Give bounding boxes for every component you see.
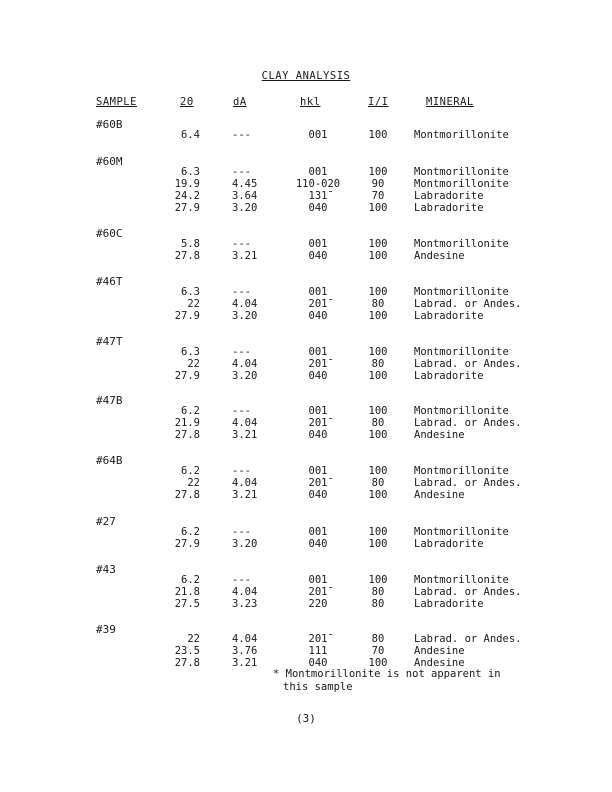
d-a-cell: 3.21 bbox=[232, 429, 258, 441]
header-mineral: MINERAL bbox=[426, 96, 474, 108]
mineral-cell: Andesine bbox=[414, 429, 465, 441]
d-a-cell: 4.04 bbox=[232, 633, 258, 645]
mineral-cell: Andesine bbox=[414, 657, 465, 669]
two-theta-cell: 22 bbox=[187, 477, 200, 489]
intensity-cell: 100 bbox=[368, 346, 388, 358]
two-theta-cell: 6.2 bbox=[181, 465, 200, 477]
intensity-cell: 100 bbox=[368, 129, 388, 141]
two-theta-cell: 27.8 bbox=[174, 250, 200, 262]
mineral-cell: Labradorite bbox=[414, 202, 484, 214]
d-a-cell: 3.23 bbox=[232, 598, 258, 610]
hkl-cell: 131̄ bbox=[308, 190, 328, 202]
table-row bbox=[0, 477, 612, 489]
hkl-cell: 220 bbox=[308, 598, 328, 610]
table-row bbox=[0, 250, 612, 262]
table-row bbox=[0, 166, 612, 178]
mineral-cell: Montmorillonite bbox=[414, 178, 509, 190]
hkl-cell: 110-020 bbox=[295, 178, 341, 190]
intensity-cell: 100 bbox=[368, 657, 388, 669]
table-row bbox=[0, 129, 612, 141]
mineral-cell: Andesine bbox=[414, 250, 465, 262]
table-row bbox=[0, 178, 612, 190]
two-theta-cell: 23.5 bbox=[174, 645, 200, 657]
d-a-cell: 3.21 bbox=[232, 250, 258, 262]
d-a-cell: --- bbox=[232, 166, 251, 178]
two-theta-cell: 19.9 bbox=[174, 178, 200, 190]
sample-label: #27 bbox=[96, 515, 116, 528]
table-row bbox=[0, 370, 612, 382]
hkl-cell: 040 bbox=[308, 370, 328, 382]
mineral-cell: Labrad. or Andes. bbox=[414, 633, 522, 645]
sample-label: #47B bbox=[96, 394, 123, 407]
d-a-cell: --- bbox=[232, 129, 251, 141]
d-a-cell: 3.20 bbox=[232, 310, 258, 322]
mineral-cell: Montmorillonite bbox=[414, 526, 509, 538]
table-row bbox=[0, 202, 612, 214]
two-theta-cell: 21.9 bbox=[174, 417, 200, 429]
hkl-cell: 001 bbox=[308, 574, 328, 586]
intensity-cell: 100 bbox=[368, 405, 388, 417]
hkl-cell: 040 bbox=[308, 429, 328, 441]
two-theta-cell: 6.2 bbox=[181, 574, 200, 586]
d-a-cell: 3.20 bbox=[232, 202, 258, 214]
table-row bbox=[0, 465, 612, 477]
table-row bbox=[0, 633, 612, 645]
intensity-cell: 80 bbox=[371, 298, 385, 310]
table-row bbox=[0, 645, 612, 657]
d-a-cell: 3.76 bbox=[232, 645, 258, 657]
mineral-cell: Montmorillonite bbox=[414, 238, 509, 250]
table-row bbox=[0, 429, 612, 441]
intensity-cell: 100 bbox=[368, 429, 388, 441]
mineral-cell: Labrad. or Andes. bbox=[414, 358, 522, 370]
mineral-cell: Labradorite bbox=[414, 310, 484, 322]
mineral-cell: Labradorite bbox=[414, 538, 484, 550]
header-two-theta: 2Θ bbox=[180, 96, 194, 108]
mineral-cell: Labradorite bbox=[414, 190, 484, 202]
mineral-cell: Montmorillonite bbox=[414, 346, 509, 358]
d-a-cell: --- bbox=[232, 238, 251, 250]
intensity-cell: 80 bbox=[371, 633, 385, 645]
d-a-cell: 3.20 bbox=[232, 370, 258, 382]
d-a-cell: --- bbox=[232, 465, 251, 477]
d-a-cell: 4.04 bbox=[232, 417, 258, 429]
intensity-cell: 100 bbox=[368, 238, 388, 250]
intensity-cell: 100 bbox=[368, 489, 388, 501]
mineral-cell: Labradorite bbox=[414, 370, 484, 382]
footnote bbox=[273, 668, 501, 694]
sample-label: #64B bbox=[96, 454, 123, 467]
hkl-cell: 111 bbox=[308, 645, 328, 657]
two-theta-cell: 27.9 bbox=[174, 202, 200, 214]
d-a-cell: 3.21 bbox=[232, 657, 258, 669]
mineral-cell: Labrad. or Andes. bbox=[414, 298, 522, 310]
two-theta-cell: 6.2 bbox=[181, 526, 200, 538]
table-row bbox=[0, 489, 612, 501]
intensity-cell: 100 bbox=[368, 370, 388, 382]
hkl-cell: 201̄ bbox=[308, 358, 328, 370]
two-theta-cell: 6.2 bbox=[181, 405, 200, 417]
sample-label: #60M bbox=[96, 155, 123, 168]
sample-label: #60C bbox=[96, 227, 123, 240]
header-sample: SAMPLE bbox=[96, 96, 137, 108]
intensity-cell: 80 bbox=[371, 586, 385, 598]
intensity-cell: 100 bbox=[368, 465, 388, 477]
two-theta-cell: 27.9 bbox=[174, 310, 200, 322]
two-theta-cell: 6.4 bbox=[181, 129, 200, 141]
d-a-cell: 4.45 bbox=[232, 178, 258, 190]
intensity-cell: 80 bbox=[371, 417, 385, 429]
table-row bbox=[0, 238, 612, 250]
two-theta-cell: 27.8 bbox=[174, 657, 200, 669]
d-a-cell: --- bbox=[232, 346, 251, 358]
hkl-cell: 001 bbox=[308, 526, 328, 538]
two-theta-cell: 27.5 bbox=[174, 598, 200, 610]
mineral-cell: Andesine bbox=[414, 489, 465, 501]
d-a-cell: 3.64 bbox=[232, 190, 258, 202]
d-a-cell: --- bbox=[232, 405, 251, 417]
intensity-cell: 80 bbox=[371, 358, 385, 370]
two-theta-cell: 24.2 bbox=[174, 190, 200, 202]
two-theta-cell: 5.8 bbox=[181, 238, 200, 250]
two-theta-cell: 22 bbox=[187, 358, 200, 370]
d-a-cell: --- bbox=[232, 574, 251, 586]
intensity-cell: 100 bbox=[368, 250, 388, 262]
hkl-cell: 201̄ bbox=[308, 477, 328, 489]
sample-label: #47T bbox=[96, 335, 123, 348]
intensity-cell: 100 bbox=[368, 538, 388, 550]
two-theta-cell: 27.9 bbox=[174, 370, 200, 382]
mineral-cell: Montmorillonite bbox=[414, 465, 509, 477]
intensity-cell: 100 bbox=[368, 574, 388, 586]
intensity-cell: 100 bbox=[368, 202, 388, 214]
intensity-cell: 80 bbox=[371, 598, 385, 610]
table-row bbox=[0, 405, 612, 417]
hkl-cell: 201̄ bbox=[308, 586, 328, 598]
hkl-cell: 201̄ bbox=[308, 298, 328, 310]
hkl-cell: 001 bbox=[308, 129, 328, 141]
intensity-cell: 100 bbox=[368, 310, 388, 322]
table-row bbox=[0, 538, 612, 550]
table-row bbox=[0, 346, 612, 358]
header-d-a: dA bbox=[233, 96, 247, 108]
hkl-cell: 040 bbox=[308, 489, 328, 501]
hkl-cell: 040 bbox=[308, 250, 328, 262]
page-number: (3) bbox=[296, 712, 316, 725]
hkl-cell: 001 bbox=[308, 405, 328, 417]
intensity-cell: 100 bbox=[368, 166, 388, 178]
mineral-cell: Labrad. or Andes. bbox=[414, 417, 522, 429]
two-theta-cell: 27.8 bbox=[174, 489, 200, 501]
intensity-cell: 90 bbox=[371, 178, 385, 190]
d-a-cell: 4.04 bbox=[232, 358, 258, 370]
table-row bbox=[0, 190, 612, 202]
d-a-cell: 3.21 bbox=[232, 489, 258, 501]
d-a-cell: 4.04 bbox=[232, 477, 258, 489]
two-theta-cell: 22 bbox=[187, 633, 200, 645]
table-row bbox=[0, 310, 612, 322]
mineral-cell: Labrad. or Andes. bbox=[414, 477, 522, 489]
two-theta-cell: 6.3 bbox=[181, 346, 200, 358]
hkl-cell: 001 bbox=[308, 346, 328, 358]
table-row bbox=[0, 526, 612, 538]
intensity-cell: 100 bbox=[368, 526, 388, 538]
hkl-cell: 001 bbox=[308, 286, 328, 298]
mineral-cell: Andesine bbox=[414, 645, 465, 657]
table-row bbox=[0, 358, 612, 370]
mineral-cell: Labrad. or Andes. bbox=[414, 586, 522, 598]
intensity-cell: 70 bbox=[371, 190, 385, 202]
sample-label: #39 bbox=[96, 623, 116, 636]
table-row bbox=[0, 598, 612, 610]
mineral-cell: Montmorillonite bbox=[414, 574, 509, 586]
intensity-cell: 80 bbox=[371, 477, 385, 489]
intensity-cell: 70 bbox=[371, 645, 385, 657]
header-hkl: hkl bbox=[300, 96, 321, 108]
table-row bbox=[0, 586, 612, 598]
mineral-cell: Montmorillonite bbox=[414, 166, 509, 178]
mineral-cell: Montmorillonite bbox=[414, 405, 509, 417]
footnote-line: this sample bbox=[283, 681, 353, 693]
d-a-cell: 4.04 bbox=[232, 586, 258, 598]
hkl-cell: 201̄ bbox=[308, 417, 328, 429]
sample-label: #60B bbox=[96, 118, 123, 131]
page-title: CLAY ANALYSIS bbox=[261, 70, 351, 82]
hkl-cell: 040 bbox=[308, 202, 328, 214]
table-row bbox=[0, 298, 612, 310]
header-intensity: I/I bbox=[368, 96, 389, 108]
d-a-cell: 3.20 bbox=[232, 538, 258, 550]
hkl-cell: 001 bbox=[308, 238, 328, 250]
intensity-cell: 100 bbox=[368, 286, 388, 298]
mineral-cell: Montmorillonite bbox=[414, 286, 509, 298]
table-row bbox=[0, 286, 612, 298]
d-a-cell: 4.04 bbox=[232, 298, 258, 310]
table-row bbox=[0, 417, 612, 429]
two-theta-cell: 6.3 bbox=[181, 166, 200, 178]
two-theta-cell: 27.9 bbox=[174, 538, 200, 550]
hkl-cell: 040 bbox=[308, 538, 328, 550]
d-a-cell: --- bbox=[232, 526, 251, 538]
d-a-cell: --- bbox=[232, 286, 251, 298]
mineral-cell: Montmorillonite bbox=[414, 129, 509, 141]
hkl-cell: 040 bbox=[308, 657, 328, 669]
two-theta-cell: 27.8 bbox=[174, 429, 200, 441]
footnote-line: * Montmorillonite is not apparent in bbox=[273, 668, 501, 680]
hkl-cell: 001 bbox=[308, 465, 328, 477]
mineral-cell: Labradorite bbox=[414, 598, 484, 610]
hkl-cell: 201̄ bbox=[308, 633, 328, 645]
hkl-cell: 001 bbox=[308, 166, 328, 178]
hkl-cell: 040 bbox=[308, 310, 328, 322]
sample-label: #43 bbox=[96, 563, 116, 576]
sample-label: #46T bbox=[96, 275, 123, 288]
two-theta-cell: 22 bbox=[187, 298, 200, 310]
two-theta-cell: 6.3 bbox=[181, 286, 200, 298]
table-row bbox=[0, 574, 612, 586]
two-theta-cell: 21.8 bbox=[174, 586, 200, 598]
